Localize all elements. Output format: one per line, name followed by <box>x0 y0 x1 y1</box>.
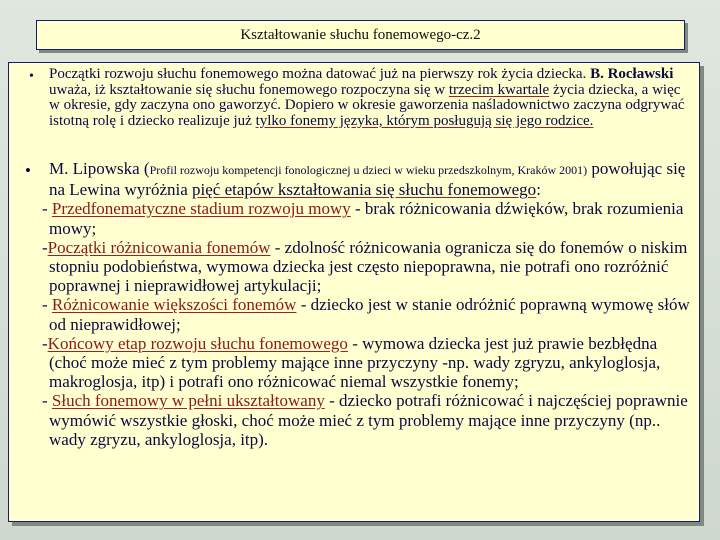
paragraph-origins <box>49 67 689 129</box>
stage-2 <box>42 237 695 296</box>
stage-3 <box>42 295 695 334</box>
stage-4-name: Końcowy etap rozwoju słuchu fonemowego <box>47 333 348 353</box>
p2-open: ( <box>139 159 150 178</box>
p1-underline-2: tylko fonemy języka, którym posługują się jego rodzice. <box>255 112 594 129</box>
stage-4-desc: - wymowa dziecka jest już prawie bezbłędna (choć może mieć z tym problemy mające inne przyczyny -np. wady zgryzu, ankyloglosja, makroglosja, itp) i potrafi ono różnicować niemal wszystkie fonemy; <box>49 333 661 392</box>
p2-text-1: powołując się na Lewina wyróżnia <box>49 159 686 200</box>
p1-text-1: Początki rozwoju słuchu fonemowego można datować już na pierwszy rok życia dziecka. <box>49 66 591 82</box>
p2-intro <box>49 159 695 199</box>
paragraph-stages <box>42 159 695 449</box>
bullet-1: • <box>29 69 34 84</box>
content-box <box>8 62 700 522</box>
stage-4 <box>42 333 695 392</box>
p1-author: B. Rocławski <box>590 66 674 82</box>
p2-text-2: : <box>536 180 541 200</box>
stage-2-desc: - zdolność różnicowania ogranicza się do fonemów o niskim stopniu podobieństwa, wymowa dziecka jest często niepoprawna, nie potrafi ono rozróżnić poprawnej i nieprawidłowej artykulacji; <box>49 237 688 296</box>
p2-underline: pięć etapów kształtowania się słuchu fonemowego <box>192 180 537 200</box>
p1-text-2: uważa, iż kształtowanie się słuchu fonemowego rozpoczyna się w <box>49 81 449 98</box>
stage-2-lead: - <box>42 237 48 257</box>
stage-5-lead: - <box>42 391 52 411</box>
p2-source: Profil rozwoju kompetencji fonologicznej u dzieci w wieku przedszkolnym, Kraków 2001) <box>149 163 588 177</box>
stage-2-name: Początki różnicowania fonemów <box>47 237 271 257</box>
slide-title-box <box>36 20 685 50</box>
stage-1-name: Przedfonematyczne stadium rozwoju mowy <box>51 199 351 219</box>
slide-title: Kształtowanie słuchu fonemowego-cz.2 <box>240 26 481 43</box>
stage-5-name: Słuch fonemowy w pełni ukształtowany <box>51 391 325 411</box>
stage-1-lead: - <box>42 199 52 219</box>
stage-3-desc: - dziecko jest w stanie odróżnić poprawną wymowę słów od nieprawidłowej; <box>49 295 690 334</box>
bullet-2: • <box>25 161 31 180</box>
stage-1 <box>42 199 695 238</box>
p2-author: M. Lipowska <box>49 159 140 178</box>
stage-5-desc: - dziecko potrafi różnicować i najczęściej poprawnie wymówić wszystkie głoski, choć może mieć z tym problemy mające inne przyczyny (np.. wady zgryzu, ankyloglosja, itp). <box>49 391 688 449</box>
stage-3-name: Różnicowanie większości fonemów <box>51 295 297 315</box>
stage-3-lead: - <box>42 295 52 315</box>
stage-5 <box>42 391 695 449</box>
p1-text-3: życia dziecka, a więc w okresie, gdy zaczyna ono gaworzyć. Dopiero w okresie gaworzenia naśladownictwo zaczyna odgrywać istotną rolę i dziecko realizuje już <box>49 81 685 129</box>
stage-4-lead: - <box>42 333 48 353</box>
p1-underline-1: trzecim kwartale <box>448 81 550 98</box>
stage-1-desc: - brak różnicowania dźwięków, brak rozumienia mowy; <box>49 199 684 238</box>
